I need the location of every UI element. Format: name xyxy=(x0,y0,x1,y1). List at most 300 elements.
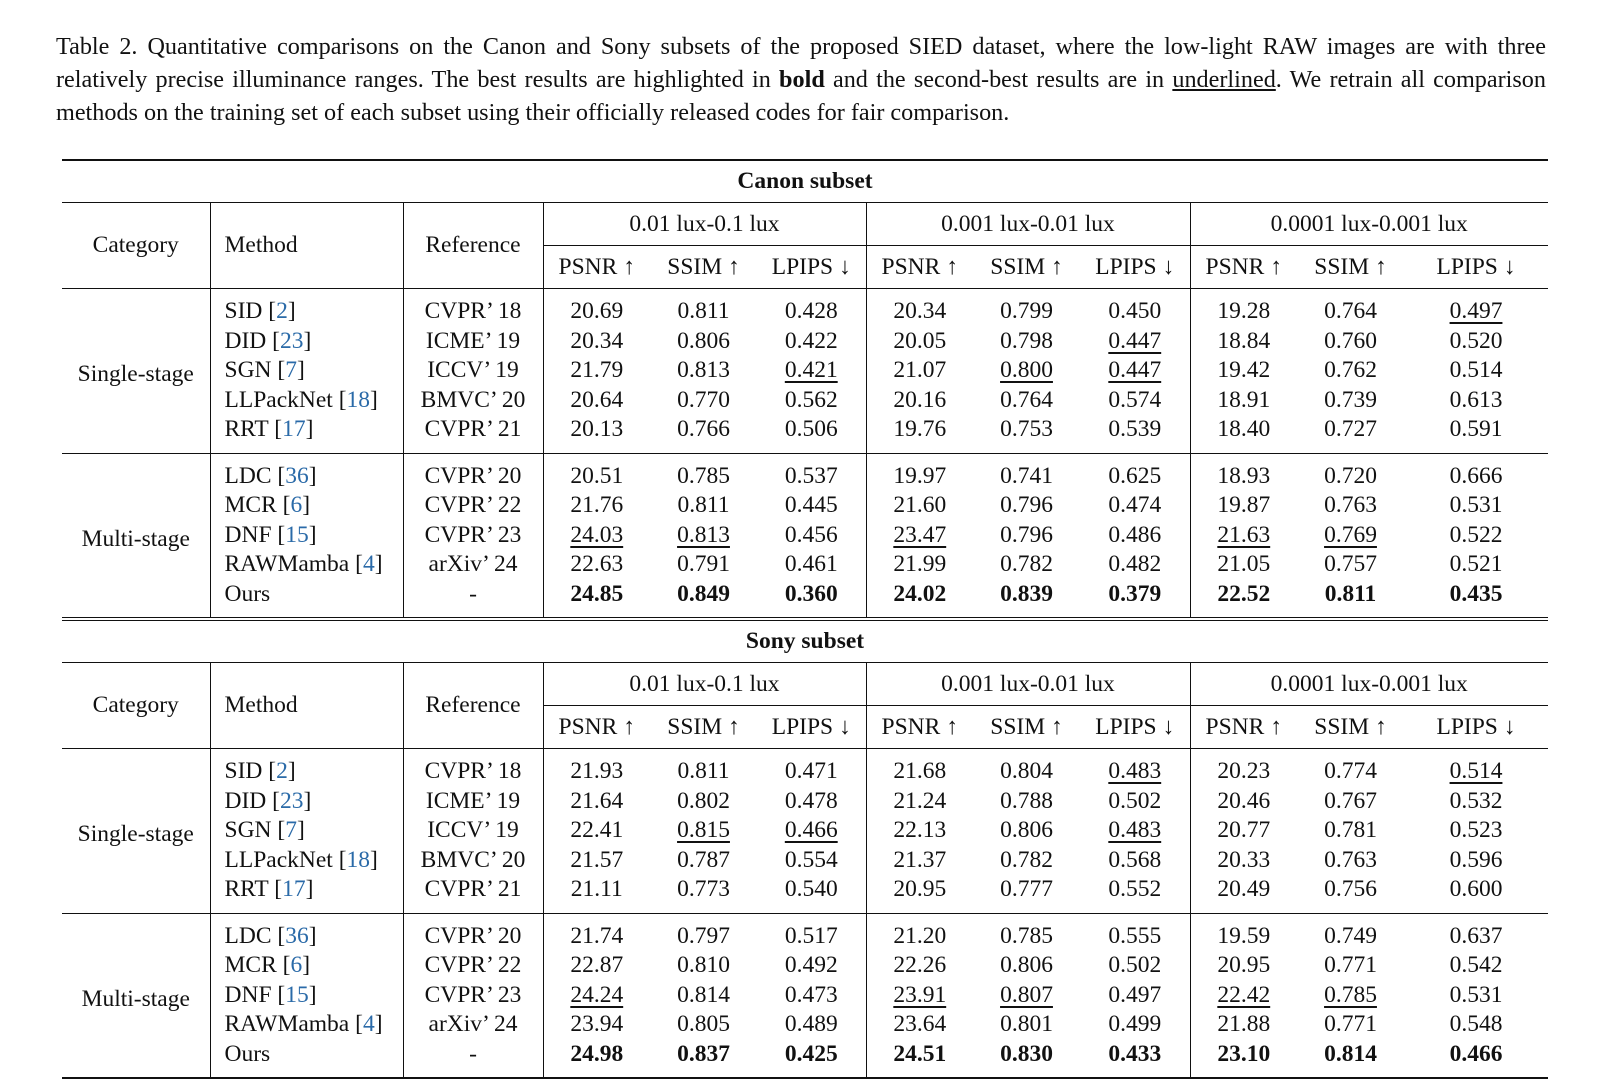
method-name: RAWMamba xyxy=(224,1011,350,1038)
value: 0.489 xyxy=(784,1011,838,1038)
value: 0.785 xyxy=(1324,981,1377,1008)
value: 0.756 xyxy=(1324,876,1377,903)
value: 0.810 xyxy=(677,952,730,979)
value-cell xyxy=(757,875,866,913)
value-cell xyxy=(650,846,757,876)
value: 0.830 xyxy=(1000,1040,1053,1067)
value-cell xyxy=(543,491,650,521)
citation-close: ] xyxy=(287,758,296,785)
value-cell xyxy=(973,521,1080,551)
value-cell xyxy=(650,386,757,416)
citation-close: ] xyxy=(308,922,317,949)
value-cell xyxy=(757,453,866,491)
value: 18.40 xyxy=(1217,416,1271,443)
reference-cell: CVPR’ 22 xyxy=(403,491,543,521)
value-cell xyxy=(866,453,973,491)
citation-open: [ xyxy=(276,492,291,519)
header-method: Method xyxy=(210,663,403,749)
value-cell xyxy=(650,521,757,551)
header-range: 0.001 lux-0.01 lux xyxy=(866,663,1190,706)
table-row xyxy=(62,1040,1548,1079)
value: 0.814 xyxy=(1324,1040,1377,1067)
value-cell xyxy=(1190,289,1297,327)
value: 24.03 xyxy=(570,521,624,548)
value-cell xyxy=(650,913,757,951)
value-cell xyxy=(543,875,650,913)
header-metric: PSNR ↑ xyxy=(543,246,650,289)
value: 18.84 xyxy=(1217,327,1271,354)
value-cell xyxy=(1080,550,1190,580)
value: 21.68 xyxy=(893,758,947,785)
table-row xyxy=(62,846,1548,876)
value: 0.637 xyxy=(1449,922,1503,949)
method-name: SID xyxy=(224,758,263,785)
value-cell xyxy=(1404,951,1548,981)
citation-number: 18 xyxy=(346,846,371,873)
header-reference: Reference xyxy=(403,203,543,289)
value: 0.806 xyxy=(1000,817,1053,844)
value: 0.591 xyxy=(1449,416,1503,443)
value: 0.537 xyxy=(784,462,838,489)
value: 0.805 xyxy=(677,1011,730,1038)
value-cell xyxy=(1297,787,1404,817)
value-cell xyxy=(1190,580,1297,620)
header-metric: LPIPS ↓ xyxy=(771,713,851,740)
value: 0.762 xyxy=(1324,357,1377,384)
table-row xyxy=(62,913,1548,951)
value: 0.517 xyxy=(784,922,838,949)
table-row xyxy=(62,550,1548,580)
value: 0.445 xyxy=(784,492,838,519)
value: 0.749 xyxy=(1324,922,1377,949)
citation-open: [ xyxy=(271,357,286,384)
category-cell: Single-stage xyxy=(62,289,210,454)
value-cell xyxy=(1297,386,1404,416)
citation-close: ] xyxy=(305,416,314,443)
caption-text-2: and the second-best results are in xyxy=(824,66,1173,93)
value: 0.456 xyxy=(784,521,838,548)
reference-cell: CVPR’ 21 xyxy=(403,415,543,453)
citation-close: ] xyxy=(370,386,378,413)
value: 0.811 xyxy=(1324,580,1377,607)
value: 19.87 xyxy=(1217,492,1271,519)
citation-number: 15 xyxy=(285,981,309,1008)
value-cell xyxy=(1080,749,1190,787)
value: 20.95 xyxy=(1217,952,1271,979)
value: 0.542 xyxy=(1449,952,1503,979)
value: 0.766 xyxy=(677,416,730,443)
method-cell xyxy=(210,386,403,416)
method-cell xyxy=(210,913,403,951)
value-cell xyxy=(1297,521,1404,551)
value: 19.42 xyxy=(1217,357,1271,384)
caption-underlined-word: underlined xyxy=(1172,66,1276,93)
table-row xyxy=(62,327,1548,357)
value-cell xyxy=(757,981,866,1011)
table-row xyxy=(62,521,1548,551)
value: 24.98 xyxy=(570,1040,624,1067)
reference-cell: CVPR’ 18 xyxy=(403,749,543,787)
value: 21.05 xyxy=(1217,551,1271,578)
citation-close: ] xyxy=(308,462,317,489)
citation-open: [ xyxy=(276,952,291,979)
reference-cell: - xyxy=(403,1040,543,1079)
citation-close: ] xyxy=(303,327,312,354)
citation-open: [ xyxy=(271,981,286,1008)
value-cell xyxy=(866,846,973,876)
method-name: SGN xyxy=(224,817,272,844)
value: 19.28 xyxy=(1217,298,1271,325)
value: 0.811 xyxy=(677,492,730,519)
category-cell: Single-stage xyxy=(62,749,210,914)
citation-number: 36 xyxy=(285,922,309,949)
value: 0.782 xyxy=(1000,551,1053,578)
value: 0.771 xyxy=(1324,952,1377,979)
value-cell xyxy=(757,580,866,620)
reference-cell: CVPR’ 23 xyxy=(403,981,543,1011)
value-cell xyxy=(973,1010,1080,1040)
reference-cell: - xyxy=(403,580,543,620)
citation-open: [ xyxy=(266,327,280,354)
header-method: Method xyxy=(210,203,403,289)
value: 0.849 xyxy=(677,580,730,607)
value: 0.433 xyxy=(1108,1040,1162,1067)
value-cell xyxy=(1080,816,1190,846)
value-cell xyxy=(1404,787,1548,817)
table-row xyxy=(62,981,1548,1011)
value-cell xyxy=(973,550,1080,580)
method-name: DNF xyxy=(224,981,272,1008)
value-cell xyxy=(1190,951,1297,981)
category-cell: Multi-stage xyxy=(62,913,210,1078)
value-cell xyxy=(650,981,757,1011)
value-cell xyxy=(757,386,866,416)
value-cell xyxy=(973,356,1080,386)
value-cell xyxy=(543,453,650,491)
value: 0.801 xyxy=(1000,1011,1053,1038)
header-metric: LPIPS ↓ xyxy=(1436,713,1516,740)
table-row xyxy=(62,453,1548,491)
method-name: LDC xyxy=(224,462,272,489)
value-cell xyxy=(866,1010,973,1040)
method-name: Ours xyxy=(224,1040,271,1067)
value: 0.839 xyxy=(1000,580,1053,607)
value: 18.91 xyxy=(1217,386,1271,413)
citation-open: [ xyxy=(332,386,347,413)
value: 24.02 xyxy=(893,580,947,607)
value-cell xyxy=(1190,846,1297,876)
value: 0.483 xyxy=(1108,758,1162,785)
value-cell xyxy=(543,913,650,951)
value-cell xyxy=(1190,1010,1297,1040)
citation-number: 17 xyxy=(282,876,306,903)
value-cell xyxy=(866,415,973,453)
reference-cell: arXiv’ 24 xyxy=(403,1010,543,1040)
method-cell xyxy=(210,491,403,521)
value: 0.466 xyxy=(784,817,838,844)
value: 0.770 xyxy=(677,386,730,413)
value: 0.811 xyxy=(677,298,730,325)
citation-number: 23 xyxy=(279,327,304,354)
citation-open: [ xyxy=(349,551,363,578)
value: 0.800 xyxy=(1000,357,1053,384)
value: 18.93 xyxy=(1217,462,1271,489)
value-cell xyxy=(1080,415,1190,453)
citation-open: [ xyxy=(271,462,286,489)
value: 0.506 xyxy=(784,416,838,443)
value: 0.466 xyxy=(1449,1040,1503,1067)
value: 0.502 xyxy=(1108,787,1162,814)
citation-open: [ xyxy=(268,416,283,443)
caption-text-3: . We retrain all comparison methods on the training set of each subset using their officially released codes for fair comparison. xyxy=(56,66,1546,126)
value: 19.59 xyxy=(1217,922,1271,949)
value: 21.99 xyxy=(893,551,947,578)
header-metric: PSNR ↑ xyxy=(543,706,650,749)
method-cell xyxy=(210,981,403,1011)
table-row xyxy=(62,816,1548,846)
value: 0.478 xyxy=(784,787,838,814)
method-name: LLPackNet xyxy=(224,386,333,413)
header-range: 0.01 lux-0.1 lux xyxy=(543,203,866,246)
value-cell xyxy=(1297,981,1404,1011)
value-cell xyxy=(866,289,973,327)
value: 0.562 xyxy=(784,386,838,413)
subset-title: Sony subset xyxy=(62,619,1548,663)
value: 0.574 xyxy=(1108,386,1162,413)
value: 21.20 xyxy=(893,922,947,949)
value-cell xyxy=(757,951,866,981)
value-cell xyxy=(1190,521,1297,551)
method-name: Ours xyxy=(224,580,271,607)
value: 0.447 xyxy=(1108,327,1162,354)
header-range: 0.01 lux-0.1 lux xyxy=(543,663,866,706)
value-cell xyxy=(1190,550,1297,580)
citation-close: ] xyxy=(374,1011,383,1038)
value: 0.540 xyxy=(784,876,838,903)
value-cell xyxy=(1190,981,1297,1011)
value: 0.554 xyxy=(784,846,838,873)
value: 0.523 xyxy=(1449,817,1503,844)
value: 22.63 xyxy=(570,551,624,578)
value-cell xyxy=(1297,951,1404,981)
citation-close: ] xyxy=(370,846,378,873)
caption-label: Table 2. xyxy=(56,33,138,60)
citation-open: [ xyxy=(271,922,286,949)
value: 22.52 xyxy=(1217,580,1271,607)
value-cell xyxy=(973,453,1080,491)
header-metric: SSIM ↑ xyxy=(1314,253,1387,280)
value-cell xyxy=(543,787,650,817)
table-row xyxy=(62,356,1548,386)
value: 0.422 xyxy=(784,327,838,354)
value-cell xyxy=(973,491,1080,521)
value: 19.97 xyxy=(893,462,947,489)
value-cell xyxy=(866,875,973,913)
value: 0.777 xyxy=(1000,876,1053,903)
value-cell xyxy=(1297,289,1404,327)
value-cell xyxy=(650,951,757,981)
reference-cell: arXiv’ 24 xyxy=(403,550,543,580)
value-cell xyxy=(757,550,866,580)
reference-cell: CVPR’ 23 xyxy=(403,521,543,551)
value-cell xyxy=(973,875,1080,913)
citation-close: ] xyxy=(302,492,311,519)
value-cell xyxy=(1190,327,1297,357)
value: 21.64 xyxy=(570,787,624,814)
value-cell xyxy=(866,356,973,386)
header-row-ranges xyxy=(62,203,1548,246)
value: 22.13 xyxy=(893,817,947,844)
value: 0.796 xyxy=(1000,492,1053,519)
header-metric: SSIM ↑ xyxy=(990,713,1063,740)
value: 20.95 xyxy=(893,876,947,903)
value: 0.492 xyxy=(784,952,838,979)
value-cell xyxy=(1080,356,1190,386)
header-range: 0.001 lux-0.01 lux xyxy=(866,203,1190,246)
citation-close: ] xyxy=(308,981,317,1008)
value: 0.450 xyxy=(1108,298,1162,325)
subset-title-row xyxy=(62,160,1548,203)
value-cell xyxy=(543,1040,650,1079)
value-cell xyxy=(650,415,757,453)
value: 0.773 xyxy=(677,876,730,903)
citation-open: [ xyxy=(262,758,277,785)
value-cell xyxy=(757,289,866,327)
value-cell xyxy=(973,846,1080,876)
value-cell xyxy=(866,1040,973,1079)
value-cell xyxy=(1190,491,1297,521)
table-row xyxy=(62,951,1548,981)
value: 20.51 xyxy=(570,462,624,489)
value-cell xyxy=(1080,846,1190,876)
value: 0.379 xyxy=(1108,580,1162,607)
value-cell xyxy=(757,521,866,551)
value-cell xyxy=(757,749,866,787)
value: 0.421 xyxy=(784,357,838,384)
value: 0.720 xyxy=(1324,462,1377,489)
value: 0.799 xyxy=(1000,298,1053,325)
header-category: Category xyxy=(62,663,210,749)
value: 0.813 xyxy=(677,521,730,548)
value: 20.13 xyxy=(570,416,624,443)
value-cell xyxy=(1297,550,1404,580)
value: 21.24 xyxy=(893,787,947,814)
citation-close: ] xyxy=(374,551,383,578)
value: 21.07 xyxy=(893,357,947,384)
value-cell xyxy=(1190,787,1297,817)
value-cell xyxy=(1297,356,1404,386)
value-cell xyxy=(866,981,973,1011)
value: 0.804 xyxy=(1000,758,1053,785)
value: 19.76 xyxy=(893,416,947,443)
citation-open: [ xyxy=(271,521,286,548)
value: 20.34 xyxy=(570,327,624,354)
citation-number: 2 xyxy=(276,298,288,325)
value-cell xyxy=(650,453,757,491)
value-cell xyxy=(1297,453,1404,491)
value-cell xyxy=(866,816,973,846)
value: 0.486 xyxy=(1108,521,1162,548)
header-metric: LPIPS ↓ xyxy=(1436,253,1516,280)
table-row xyxy=(62,787,1548,817)
value-cell xyxy=(1080,453,1190,491)
value: 0.521 xyxy=(1449,551,1503,578)
value: 0.532 xyxy=(1449,787,1503,814)
value-cell xyxy=(973,951,1080,981)
reference-cell: CVPR’ 20 xyxy=(403,913,543,951)
value-cell xyxy=(1404,289,1548,327)
value: 0.600 xyxy=(1449,876,1503,903)
value-cell xyxy=(866,749,973,787)
value-cell xyxy=(1080,580,1190,620)
method-cell xyxy=(210,749,403,787)
value: 0.360 xyxy=(784,580,838,607)
value-cell xyxy=(973,981,1080,1011)
value-cell xyxy=(866,386,973,416)
value: 0.760 xyxy=(1324,327,1377,354)
value-cell xyxy=(757,846,866,876)
value: 21.37 xyxy=(893,846,947,873)
value-cell xyxy=(757,327,866,357)
value-cell xyxy=(1190,415,1297,453)
value: 22.87 xyxy=(570,952,624,979)
value: 0.461 xyxy=(784,551,838,578)
reference-cell: ICME’ 19 xyxy=(403,327,543,357)
value: 24.85 xyxy=(570,580,624,607)
value: 0.625 xyxy=(1108,462,1162,489)
value: 0.502 xyxy=(1108,952,1162,979)
value-cell xyxy=(1404,981,1548,1011)
value-cell xyxy=(973,327,1080,357)
value: 0.514 xyxy=(1449,357,1503,384)
value-cell xyxy=(1404,453,1548,491)
value-cell xyxy=(543,981,650,1011)
value: 20.23 xyxy=(1217,758,1271,785)
method-cell xyxy=(210,787,403,817)
value-cell xyxy=(1404,327,1548,357)
value-cell xyxy=(757,491,866,521)
value-cell xyxy=(757,816,866,846)
value: 22.26 xyxy=(893,952,947,979)
method-cell xyxy=(210,846,403,876)
method-name: SGN xyxy=(224,357,272,384)
header-range: 0.0001 lux-0.001 lux xyxy=(1190,663,1548,706)
value-cell xyxy=(1080,1040,1190,1079)
value-cell xyxy=(1190,816,1297,846)
value: 0.473 xyxy=(784,981,838,1008)
method-name: RRT xyxy=(224,416,269,443)
value-cell xyxy=(1404,875,1548,913)
value-cell xyxy=(973,580,1080,620)
value-cell xyxy=(1404,749,1548,787)
value: 0.767 xyxy=(1324,787,1377,814)
value-cell xyxy=(650,550,757,580)
value: 0.520 xyxy=(1449,327,1503,354)
header-metric: LPIPS ↓ xyxy=(1095,713,1175,740)
value: 0.514 xyxy=(1449,758,1503,785)
method-name: RRT xyxy=(224,876,269,903)
value-cell xyxy=(973,386,1080,416)
value-cell xyxy=(1080,787,1190,817)
value-cell xyxy=(1297,1010,1404,1040)
value: 0.568 xyxy=(1108,846,1162,873)
value: 0.791 xyxy=(677,551,730,578)
table-row xyxy=(62,875,1548,913)
value: 0.764 xyxy=(1324,298,1377,325)
value: 0.483 xyxy=(1108,817,1162,844)
method-cell xyxy=(210,356,403,386)
method-name: DID xyxy=(224,327,267,354)
